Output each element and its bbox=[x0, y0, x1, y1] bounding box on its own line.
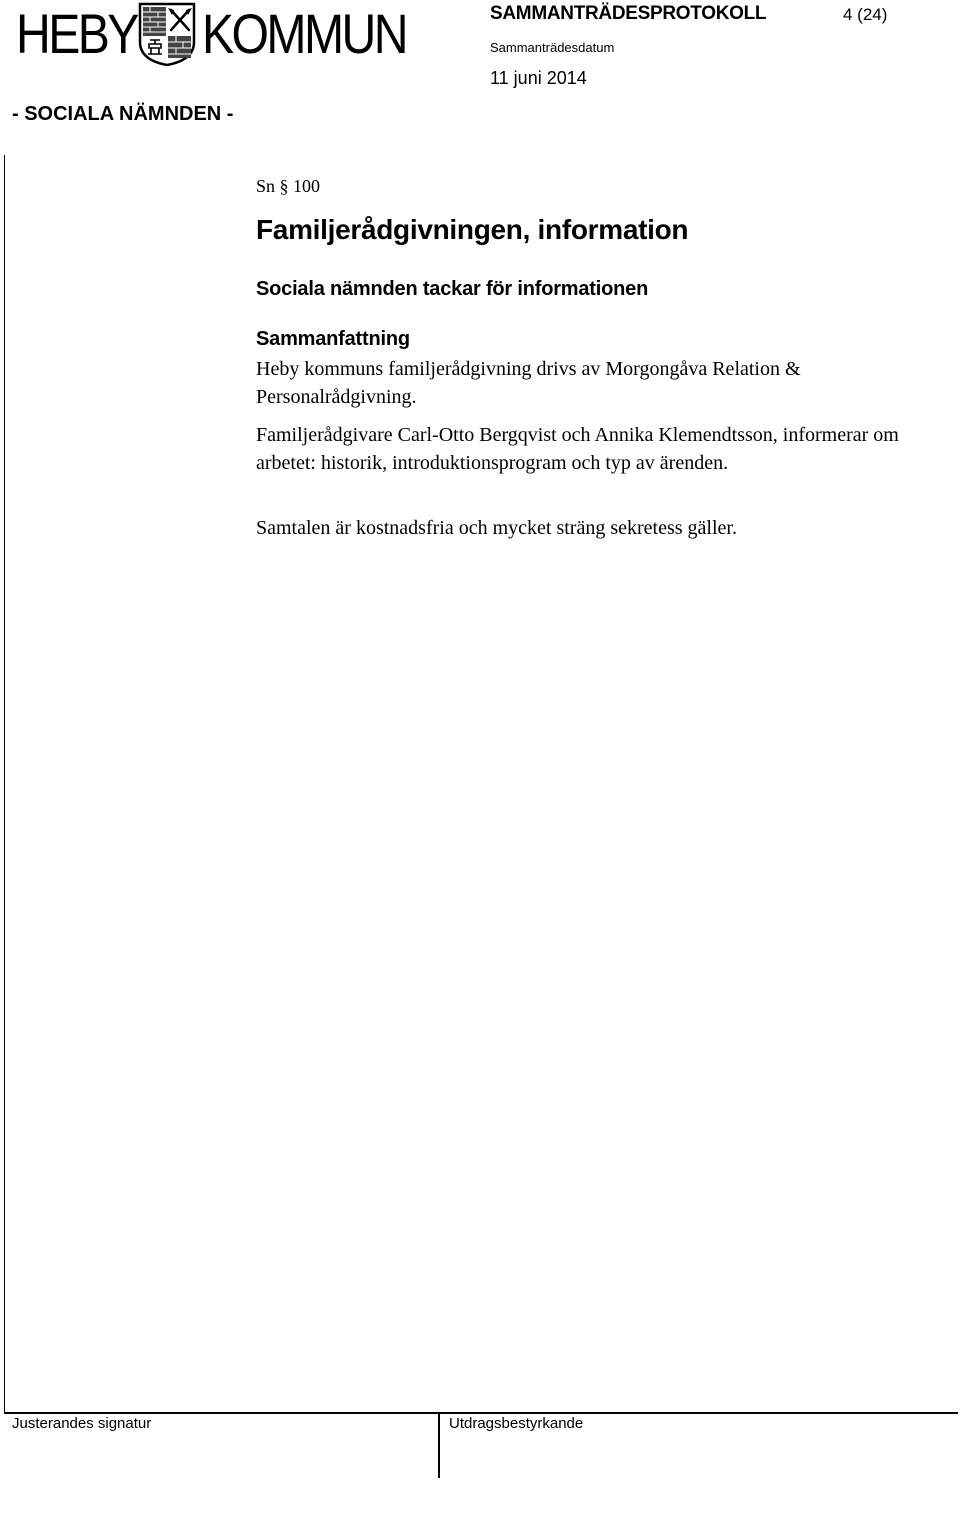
item-title: Familjerådgivningen, information bbox=[256, 214, 689, 245]
extract-certification-label: Utdragsbestyrkande bbox=[449, 1415, 584, 1432]
summary-heading: Sammanfattning bbox=[256, 328, 410, 350]
summary-paragraph: Heby kommuns familjerådgivning drivs av Morgongåva Relation & Personalrådgivning. bbox=[256, 358, 801, 408]
signature-label: Justerandes signatur bbox=[12, 1415, 152, 1432]
footer-rule bbox=[4, 1412, 958, 1414]
summary-paragraph: Samtalen är kostnadsfria och mycket sträng sekretess gäller. bbox=[256, 517, 737, 539]
page-number: 4 (24) bbox=[843, 5, 888, 24]
paragraph-number: Sn § 100 bbox=[256, 176, 321, 196]
document-type: SAMMANTRÄDESPROTOKOLL bbox=[490, 3, 767, 24]
board-name: - SOCIALA NÄMNDEN - bbox=[12, 103, 234, 125]
meeting-date: 11 juni 2014 bbox=[490, 68, 587, 88]
logo-text-heby: HEBY bbox=[16, 2, 137, 65]
footer-divider bbox=[438, 1412, 440, 1478]
summary-paragraph: Familjerådgivare Carl-Otto Bergqvist och Annika Klemendtsson, informerar om arbetet: historik, introduktionsprogram och typ av ärenden. bbox=[256, 424, 899, 474]
meeting-date-label: Sammanträdesdatum bbox=[490, 40, 615, 55]
coat-of-arms-icon bbox=[138, 2, 196, 66]
decision-text: Sociala nämnden tackar för informationen bbox=[256, 278, 649, 300]
logo-text-kommun: KOMMUN bbox=[202, 2, 406, 65]
margin-rule bbox=[4, 155, 5, 1413]
municipality-logo bbox=[16, 2, 439, 66]
